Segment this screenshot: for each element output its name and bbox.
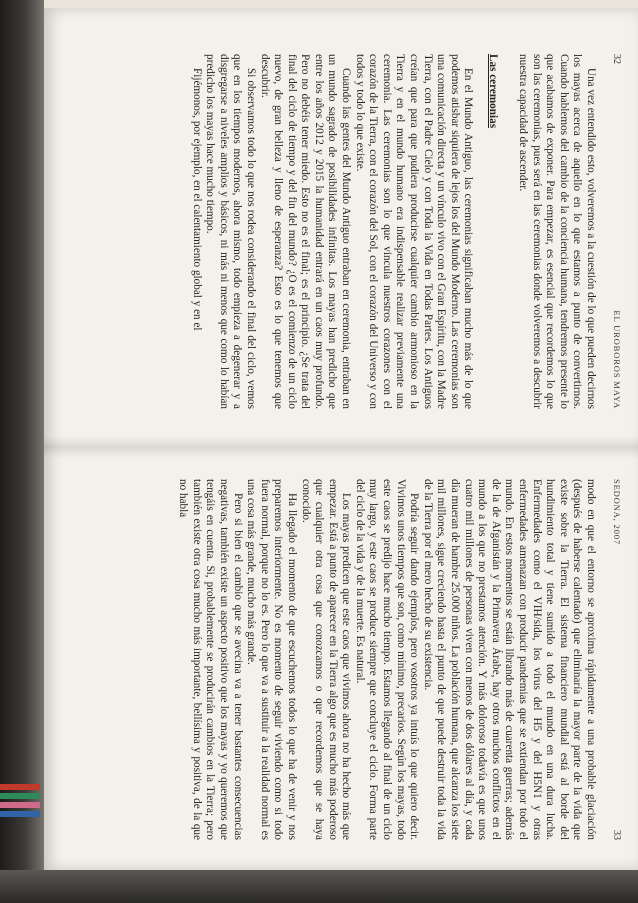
paragraph: Fijémonos, por ejemplo, en el calentamiento global y en el: [190, 68, 203, 331]
left-page: [44, 8, 638, 439]
section-heading: Las ceremonias: [487, 54, 500, 129]
blue-tab: [0, 811, 40, 817]
left-page-number: 32: [611, 54, 622, 64]
left-running-head-title: EL UROBOROS MAYA: [612, 310, 622, 409]
paragraph: Ha llegado el momento de que escuchemos todos lo que ha de venir y nos preparemos interiormente. No es momento de seguir viviendo como si todo fuera normal, porque no lo es. Pero lo que va a sustituir a la realidad normal es una cosa más grande, mucho más grande.: [245, 479, 298, 840]
red-tab: [0, 784, 40, 790]
paragraph: Podría seguir dando ejemplos, pero vosotros ya intuís lo que quiero decir. Vivimos unos tiempos que son, como mínimo, precarios. Según los mayas, todo este caos se predijo hace mucho tiempo. Estamos llegando al final de un ciclo muy largo, y este caos se produce siempre que concluye el ciclo. Forma parte del ciclo de la vida y de la muerte. Es natural.: [353, 479, 421, 840]
right-page: [44, 439, 638, 870]
left-page-body: [189, 54, 597, 409]
pink-tab: [0, 802, 40, 808]
paragraph: Los mayas predicen que este caos que vivimos ahora no ha hecho más que empezar. Está a punto de aparecer en la Tierra algo que es mucho más poderoso que cualquier otra cosa que conozcamos o que recordemos que se haya conocido.: [299, 479, 353, 840]
right-page-number: 33: [611, 830, 622, 840]
paragraph: En el Mundo Antiguo, las ceremonias significaban mucho más de lo que podemos atisbar siquiera de lejos los del Mundo Moderno. Las ceremonias son una comunicación directa y un vínculo vivo con el Gran Espíritu, con la Madre Tierra, con el Padre Cielo y con Toda la Vida en Todas Partes. Los Antiguos creían que para que pudiera producirse cualquier cambio armonioso en la Tierra y en el mundo humano era indispensable realizar previamente una ceremonia. Las ceremonias son lo que vincula nuestros corazones con el corazón de la Tierra, con el corazón del Sol, con el corazón del Universo y con todos y todo lo que existe.: [353, 54, 475, 409]
color-tab-strip: [0, 780, 44, 820]
paragraph: Una vez entendido esto, volveremos a la cuestión de lo que pueden decirnos los mayas acerca de aquello en lo que estamos a punto de convertirnos. Cuando hablemos del cambio de la conciencia humana, tendremos presente lo que acabamos de exponer. Para empezar, es esencial que recordemos lo que son las ceremonias, pues será en las ceremonias donde volveremos a descubrir nuestra capacidad de ascender.: [517, 54, 597, 409]
book-spread-rotated: [44, 8, 638, 870]
left-running-header: [611, 54, 622, 409]
paragraph: Cuando las gentes del Mundo Antiguo entraban en ceremonia, entraban en un mundo sagrado de posibilidades infinitas. Los mayas han predicho que entre los años 2012 y 2015 la humanidad entrará en un caos muy profundo. Pero no debéis tener miedo. Esto no es el final; es el principio. ¿Se trata del final del ciclo de tiempo y del fin del mundo? ¿O es el comienzo de un ciclo nuevo, de gran belleza y lleno de esperanza? Esto es lo que tenemos que descubrir.: [258, 54, 353, 409]
green-tab: [0, 793, 40, 799]
scan-dark-left-margin: [0, 0, 44, 903]
paragraph: Pero si bien el cambio que se avecina va a tener bastantes consecuencias negativas, también existe un aspecto positivo que los mayas y yo queremos que tengáis en cuenta. Si, probablemente se producirán cambios en la Tierra; pero también existe otra cosa mucho más importante, bellísima y positiva, de la que no habla: [177, 479, 244, 840]
right-page-body: [176, 479, 597, 840]
right-running-header: [611, 479, 622, 840]
paragraph: modo en que el entorno se aproxima rápidamente a una probable glaciación (después de haberse calentado) que eliminaría la mayor parte de la vida que existe sobre la Tierra. El sistema financiero mundial está al borde del hundimiento total y tiene sumido a todo el mundo en una dura lucha. Enfermedades como el VIH/sida, los virus del H5 y del H5N1 y otras enfermedades amenazan con producir pandemias que se extiendan por todo el mundo. En estos momentos se están librando más de cuarenta guerras; además de la de Afganistán y la Primavera Árabe, hay otros muchos conflictos en el mundo a los que no prestamos atención. Y más doloroso todavía es que unos cuatro mil millones de personas viven con menos de dos dólares al día, y cada día mueran de hambre 25.000 niños. La población humana, que alcanza los siete mil millones, sigue creciendo hasta el punto de que puede destruir toda la vida de la Tierra por el mero hecho de su existencia.: [421, 479, 597, 840]
paragraph: Si observamos todo lo que nos rodea considerando el final del ciclo, vemos que en los tiempos modernos, ahora mismo, todo empieza a degenerar y a disgregarse a niveles amplios y básicos, ni más ni menos que como lo habían predicho los mayas hace mucho tiempo.: [204, 54, 257, 409]
right-running-head-title: SEDONA, 2007: [612, 479, 622, 545]
scan-bottom-edge: [0, 870, 638, 903]
